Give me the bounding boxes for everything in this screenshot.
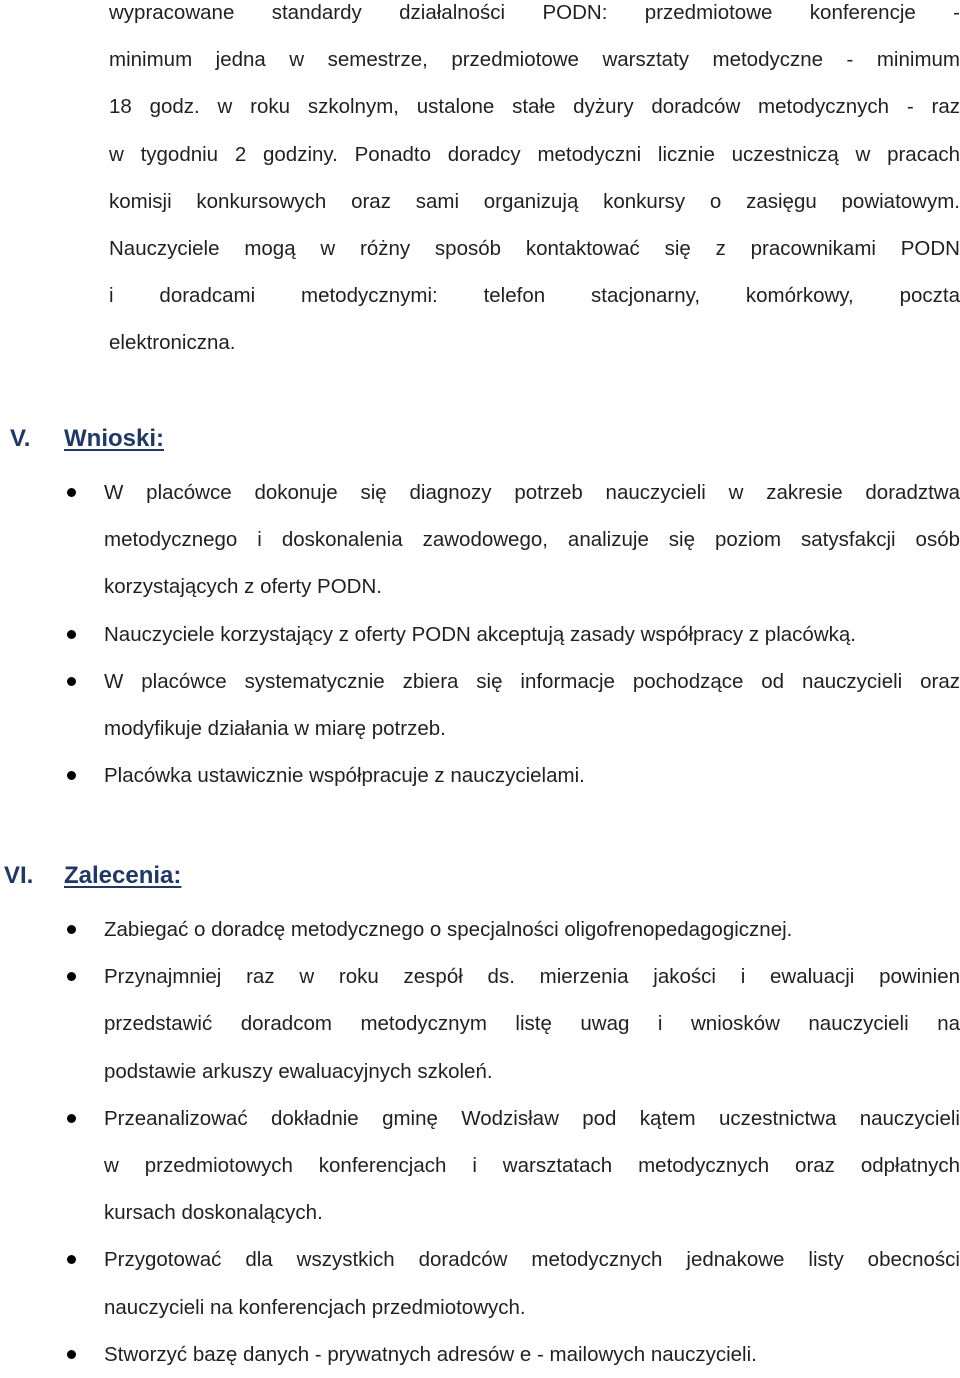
list-item xyxy=(104,1236,960,1330)
list-item-line: w przedmiotowych konferencjach i warsztatach metodycznych oraz odpłatnych xyxy=(104,1154,960,1178)
bullet-icon xyxy=(67,771,76,780)
intro-line: i doradcami metodycznymi: telefon stacjonarny, komórkowy, poczta xyxy=(109,284,960,308)
list-item-line: modyfikuje działania w miarę potrzeb. xyxy=(104,717,446,741)
list-item xyxy=(104,611,960,658)
list-item xyxy=(104,953,960,1095)
list-item-line: Nauczyciele korzystający z oferty PODN akceptują zasady współpracy z placówką. xyxy=(104,622,856,646)
list-item-line: kursach doskonalących. xyxy=(104,1201,323,1225)
wnioski-list xyxy=(104,469,960,799)
intro-line: wypracowane standardy działalności PODN: przedmiotowe konferencje - xyxy=(109,1,960,24)
list-item-line: podstawie arkuszy ewaluacyjnych szkoleń. xyxy=(104,1059,493,1083)
bullet-icon xyxy=(67,1350,76,1359)
list-item xyxy=(104,658,960,752)
bullet-icon xyxy=(67,677,76,686)
section-title: Zalecenia: xyxy=(64,862,182,889)
intro-line: w tygodniu 2 godziny. Ponadto doradcy metodyczni licznie uczestniczą w pracach xyxy=(109,142,960,166)
list-item xyxy=(104,752,960,799)
section-number: V. xyxy=(10,425,31,452)
list-item-line: przedstawić doradcom metodycznym listę uwag i wniosków nauczycieli na xyxy=(104,1012,960,1036)
intro-line: Nauczyciele mogą w różny sposób kontaktować się z pracownikami PODN xyxy=(109,237,960,261)
list-item xyxy=(104,1095,960,1237)
intro-paragraph xyxy=(109,0,960,367)
bullet-icon xyxy=(67,1114,76,1123)
list-item-line: metodycznego i doskonalenia zawodowego, analizuje się poziom satysfakcji osób xyxy=(104,528,960,552)
list-item xyxy=(104,1331,960,1378)
list-item-line: Przeanalizować dokładnie gminę Wodzisław pod kątem uczestnictwa nauczycieli xyxy=(104,1106,960,1130)
bullet-icon xyxy=(67,488,76,497)
list-item-line: Zabiegać o doradcę metodycznego o specjalności oligofrenopedagogicznej. xyxy=(104,918,793,941)
list-item-line: Stworzyć bazę danych - prywatnych adresów e - mailowych nauczycieli. xyxy=(104,1342,757,1366)
section-heading-zalecenia xyxy=(4,861,181,891)
list-item xyxy=(104,906,960,953)
section-heading-wnioski xyxy=(10,424,164,454)
list-item xyxy=(104,469,960,611)
bullet-icon xyxy=(67,1255,76,1264)
bullet-icon xyxy=(67,630,76,639)
bullet-icon xyxy=(67,972,76,981)
list-item-line: Przynajmniej raz w roku zespół ds. mierzenia jakości i ewaluacji powinien xyxy=(104,965,960,989)
list-item-line: korzystających z oferty PODN. xyxy=(104,575,382,599)
intro-line: komisji konkursowych oraz sami organizują konkursy o zasięgu powiatowym. xyxy=(109,189,960,213)
list-item-line: Placówka ustawicznie współpracuje z nauczycielami. xyxy=(104,764,585,788)
list-item-line: W placówce systematycznie zbiera się informacje pochodzące od nauczycieli oraz xyxy=(104,669,960,693)
intro-line: minimum jedna w semestrze, przedmiotowe warsztaty metodyczne - minimum xyxy=(109,48,960,72)
intro-line: elektroniczna. xyxy=(109,331,236,355)
bullet-icon xyxy=(67,925,76,934)
list-item-line: Przygotować dla wszystkich doradców metodycznych jednakowe listy obecności xyxy=(104,1248,960,1272)
zalecenia-list xyxy=(104,906,960,1378)
section-number: VI. xyxy=(4,862,34,889)
section-title: Wnioski: xyxy=(64,425,164,452)
list-item-line: W placówce dokonuje się diagnozy potrzeb nauczycieli w zakresie doradztwa xyxy=(104,481,960,504)
list-item-line: nauczycieli na konferencjach przedmiotowych. xyxy=(104,1295,526,1319)
intro-line: 18 godz. w roku szkolnym, ustalone stałe dyżury doradców metodycznych - raz xyxy=(109,95,960,119)
